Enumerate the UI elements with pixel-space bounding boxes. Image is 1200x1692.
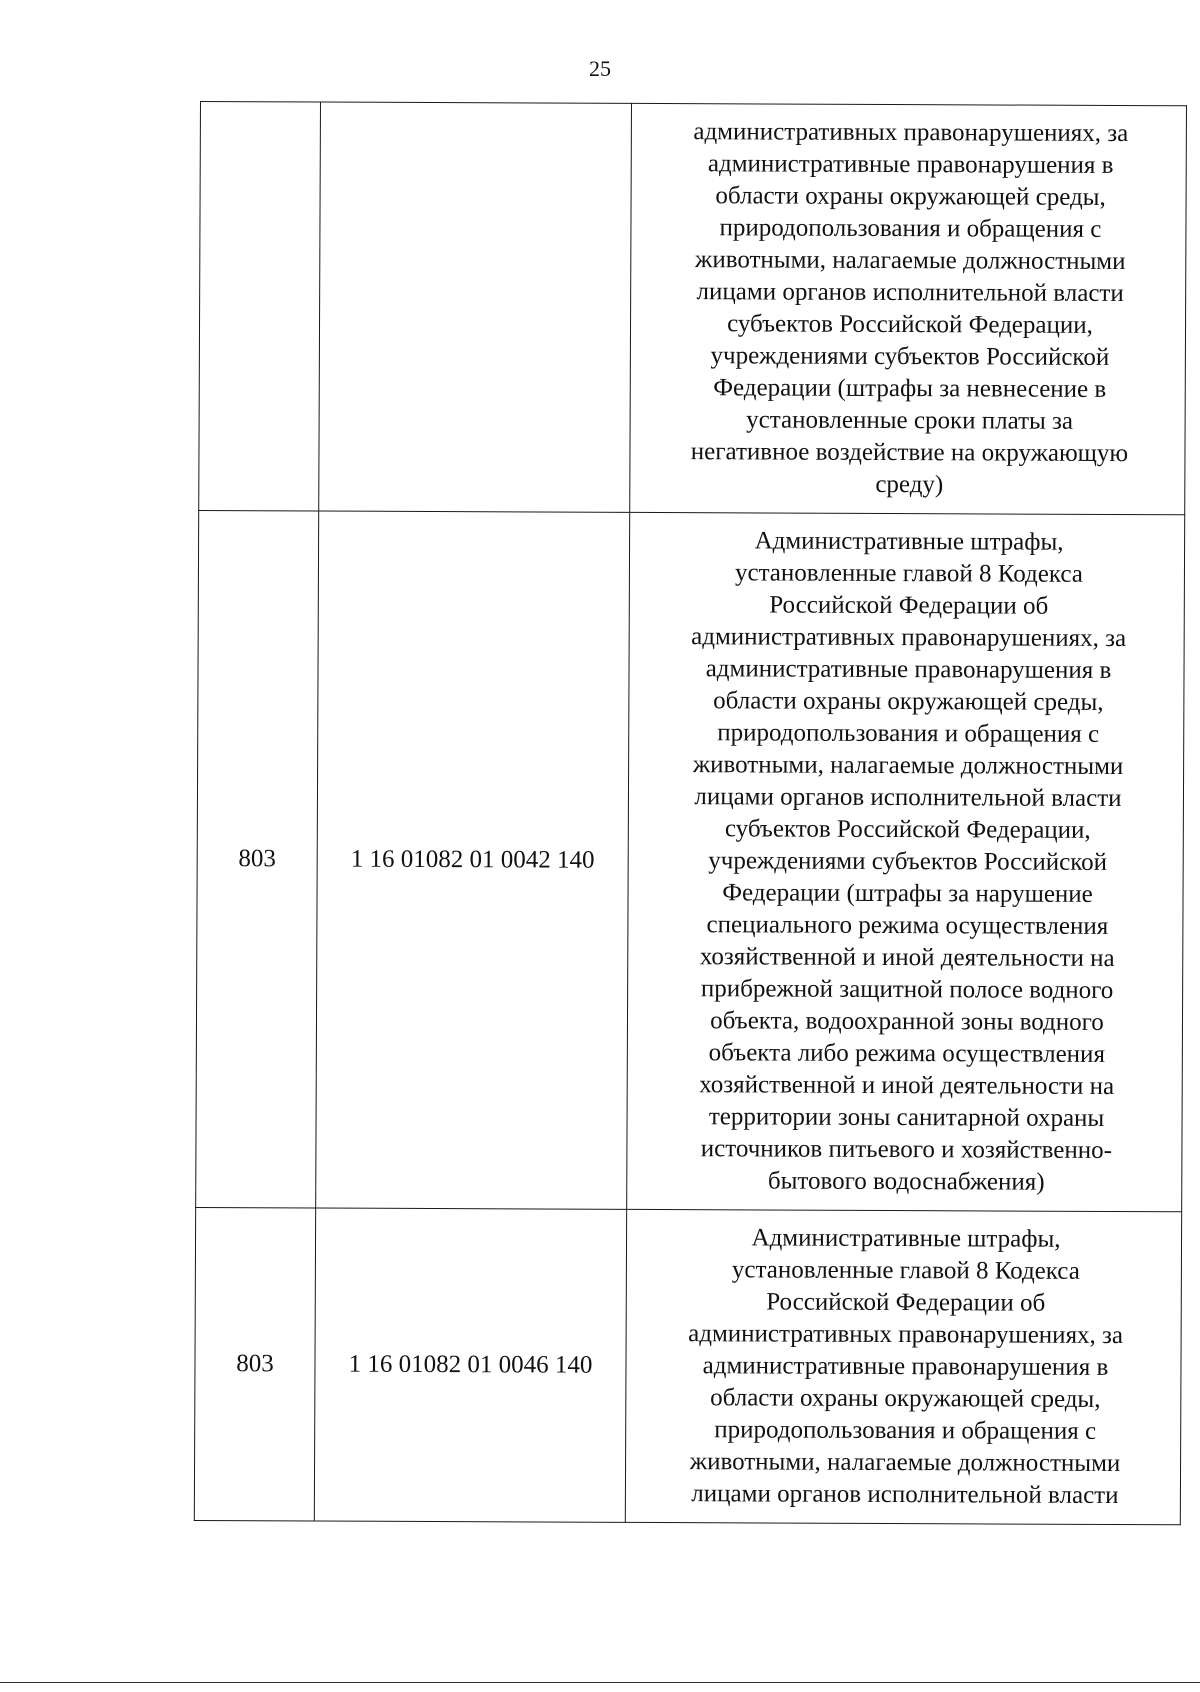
description-line: специального режима осуществления (706, 911, 1109, 940)
description-line: животными, налагаемые должностными (692, 751, 1124, 781)
description-line: животными, налагаемые должностными (689, 1448, 1121, 1478)
description-line: установленные главой 8 Кодекса (731, 1256, 1080, 1285)
description-line: административные правонарушения в (707, 150, 1114, 179)
description-line: Российской Федерации об (769, 591, 1049, 620)
description-line: лицами органов исполнительной власти (691, 1480, 1119, 1510)
description-line: области охраны окружающей среды, (710, 1384, 1101, 1413)
description-line: административных правонарушениях, за (691, 623, 1127, 653)
description-line: природопользования и обращения с (714, 1416, 1097, 1445)
description-cell (630, 103, 1187, 514)
description-line: прибрежной защитной полосе водного (700, 975, 1114, 1004)
description-line: лицами органов исполнительной власти (694, 783, 1122, 813)
description-line: территории зоны санитарной охраны (708, 1103, 1105, 1132)
admin-code-cell (199, 102, 321, 512)
description-line: природопользования и обращения с (719, 214, 1102, 243)
budget-code-cell (319, 102, 632, 512)
description-line: хозяйственной и иной деятельности на (699, 943, 1115, 972)
budget-codes-table (194, 101, 1187, 1525)
description-line: области охраны окружающей среды, (715, 182, 1106, 211)
description-line: Российской Федерации об (766, 1288, 1046, 1317)
budget-code-cell: 1 16 01082 01 0042 140 (316, 511, 630, 1209)
description-line: негативное воздействие на окружающую (690, 438, 1129, 468)
table-row (196, 510, 1185, 1211)
description-line: Административные штрафы, (751, 1224, 1061, 1253)
table-row (194, 1207, 1181, 1524)
description-line: Федерации (штрафы за нарушение (722, 879, 1093, 908)
description-line: субъектов Российской Федерации, (727, 310, 1093, 339)
description-line: Административные штрафы, (754, 527, 1064, 556)
description-line: объекта либо режима осуществления (708, 1039, 1106, 1068)
description-line: административные правонарушения в (702, 1352, 1109, 1381)
description-line: административные правонарушения в (705, 655, 1112, 684)
description-cell (625, 1209, 1181, 1524)
page-number: 25 (589, 56, 611, 81)
admin-code-cell: 803 (194, 1207, 315, 1521)
description-line: административных правонарушениях, за (688, 1320, 1124, 1350)
description-line: установленные сроки платы за (746, 406, 1074, 435)
description-line: Федерации (штрафы за невнесение в (713, 374, 1107, 403)
description-line: лицами органов исполнительной власти (696, 278, 1124, 308)
description-line: объекта, водоохранной зоны водного (710, 1007, 1104, 1036)
description-line: животными, налагаемые должностными (695, 246, 1126, 276)
description-line: учреждениями субъектов Российской (710, 342, 1110, 371)
table-body (194, 102, 1186, 1525)
description-line: источников питьевого и хозяйственно- (700, 1135, 1113, 1164)
table-row (199, 102, 1187, 515)
description-line: хозяйственной и иной деятельности на (699, 1071, 1115, 1100)
description-line: административных правонарушениях, за (693, 118, 1129, 148)
description-line: субъектов Российской Федерации, (724, 815, 1091, 844)
description-line: установленные главой 8 Кодекса (734, 559, 1083, 588)
description-line: природопользования и обращения с (717, 719, 1100, 748)
description-cell (627, 512, 1185, 1211)
page-bottom-rule (0, 1682, 1200, 1683)
admin-code-cell: 803 (196, 510, 319, 1208)
description-line: среду) (875, 470, 944, 499)
description-line: области охраны окружающей среды, (713, 687, 1104, 716)
description-line: учреждениями субъектов Российской (708, 847, 1108, 876)
budget-code-cell: 1 16 01082 01 0046 140 (314, 1208, 626, 1522)
description-line: бытового водоснабжения) (767, 1167, 1045, 1196)
